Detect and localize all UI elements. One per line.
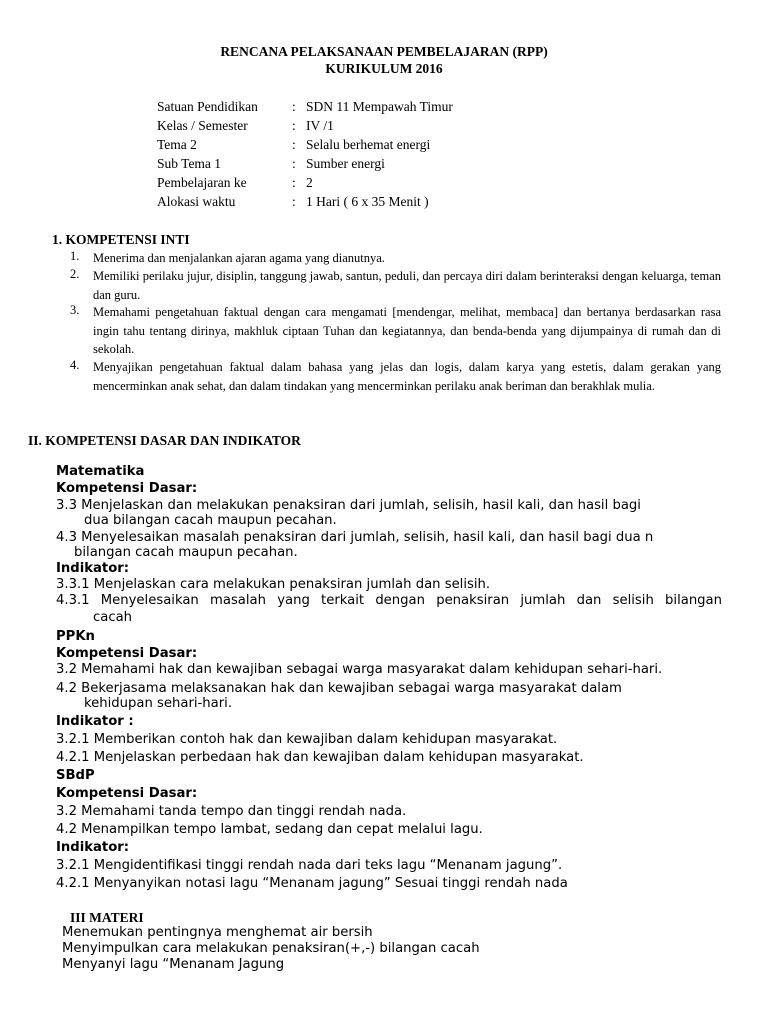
document-subtitle: KURIKULUM 2016	[325, 61, 443, 76]
identity-value: 1 Hari ( 6 x 35 Menit )	[306, 194, 429, 209]
kd-item: 3.3 Menjelaskan dan melakukan penaksiran dari jumlah, selisih, hasil kali, dan hasil bagi	[56, 498, 641, 513]
identity-colon: :	[292, 175, 296, 190]
kd-label: Kompetensi Dasar:	[56, 646, 198, 661]
identity-colon: :	[292, 194, 296, 209]
subject-sbdp: SBdP	[56, 768, 95, 783]
subject-matematika: Matematika	[56, 464, 145, 479]
identity-colon: :	[292, 118, 296, 133]
ki-item-number: 1.	[70, 249, 80, 263]
document-title: RENCANA PELAKSANAAN PEMBELAJARAN (RPP)	[220, 44, 548, 59]
materi-heading: III MATERI	[70, 910, 144, 925]
identity-value: Selalu berhemat energi	[306, 137, 431, 152]
identity-value: IV /1	[306, 118, 334, 133]
indikator-label: Indikator:	[56, 840, 130, 855]
ki-item-number: 4.	[70, 358, 80, 372]
identity-colon: :	[292, 99, 296, 114]
kd-item-continued: bilangan cacah maupun pecahan.	[74, 545, 298, 560]
indikator-label: Indikator :	[56, 714, 134, 729]
indikator-item: 4.2.1 Menyanyikan notasi lagu “Menanam jagung” Sesuai tinggi rendah nada	[56, 876, 568, 891]
materi-item: Menyanyi lagu “Menanam Jagung	[62, 957, 285, 972]
identity-label: Tema 2	[157, 137, 197, 152]
kd-label: Kompetensi Dasar:	[56, 786, 198, 801]
indikator-item-continued: cacah	[93, 610, 133, 625]
ki-item-text: Memiliki perilaku jujur, disiplin, tanggung jawab, santun, peduli, dan percaya diri dalam berinteraksi dengan keluarga, teman dan guru.	[93, 269, 721, 302]
kd-item: 4.2 Bekerjasama melaksanakan hak dan kewajiban sebagai warga masyarakat dalam	[56, 681, 622, 696]
materi-item: Menemukan pentingnya menghemat air bersih	[62, 925, 373, 940]
materi-item: Menyimpulkan cara melakukan penaksiran(+,-) bilangan cacah	[62, 941, 480, 956]
kd-item: 3.2 Memahami hak dan kewajiban sebagai warga masyarakat dalam kehidupan sehari-hari.	[56, 662, 663, 677]
identity-label: Kelas / Semester	[157, 118, 248, 133]
ki-item-text: Menyajikan pengetahuan faktual dalam bahasa yang jelas dan logis, dalam karya yang estetis, dalam gerakan yang mencerminkan anak sehat, dan dalam tindakan yang mencerminkan perilaku anak beriman dan berakhlak mulia.	[93, 360, 721, 393]
indikator-item: 3.2.1 Mengidentifikasi tinggi rendah nada dari teks lagu “Menanam jagung”.	[56, 858, 563, 873]
ki-item-text: Memahami pengetahuan faktual dengan cara mengamati [mendengar, melihat, membaca] dan bertanya berdasarkan rasa ingin tahu tentang dirinya, makhluk ciptaan Tuhan dan kegiatannya, dan benda-benda yang dijumpainya di rumah dan di sekolah.	[93, 305, 721, 356]
kd-item: 4.2 Menampilkan tempo lambat, sedang dan cepat melalui lagu.	[56, 822, 483, 837]
identity-label: Sub Tema 1	[157, 156, 222, 171]
kd-label: Kompetensi Dasar:	[56, 481, 198, 496]
identity-label: Alokasi waktu	[157, 194, 236, 209]
kd-item-continued: dua bilangan cacah maupun pecahan.	[84, 513, 337, 528]
indikator-item: 4.2.1 Menjelaskan perbedaan hak dan kewajiban dalam kehidupan masyarakat.	[56, 750, 584, 765]
ki-item-text: Menerima dan menjalankan ajaran agama yang dianutnya.	[93, 251, 385, 265]
ki-heading: 1. KOMPETENSI INTI	[52, 232, 190, 247]
ki-item-number: 2.	[70, 267, 80, 281]
kd-item-continued: kehidupan sehari-hari.	[84, 696, 233, 711]
indikator-item: 4.3.1 Menyelesaikan masalah yang terkait dengan penaksiran jumlah dan selisih bilangan	[56, 593, 722, 608]
ki-item-number: 3.	[70, 303, 80, 317]
identity-colon: :	[292, 137, 296, 152]
indikator-label: Indikator:	[56, 561, 130, 576]
identity-value: Sumber energi	[306, 156, 385, 171]
kd-heading: II. KOMPETENSI DASAR DAN INDIKATOR	[28, 433, 301, 448]
identity-label: Satuan Pendidikan	[157, 99, 258, 114]
kd-item: 4.3 Menyelesaikan masalah penaksiran dari jumlah, selisih, hasil kali, dan hasil bagi dua n	[56, 530, 654, 545]
subject-ppkn: PPKn	[56, 629, 95, 644]
indikator-item: 3.3.1 Menjelaskan cara melakukan penaksiran jumlah dan selisih.	[56, 577, 491, 592]
identity-value: SDN 11 Mempawah Timur	[306, 99, 453, 114]
kd-item: 3.2 Memahami tanda tempo dan tinggi rendah nada.	[56, 804, 407, 819]
indikator-item: 3.2.1 Memberikan contoh hak dan kewajiban dalam kehidupan masyarakat.	[56, 732, 558, 747]
identity-value: 2	[306, 175, 313, 190]
identity-label: Pembelajaran ke	[157, 175, 247, 190]
identity-colon: :	[292, 156, 296, 171]
